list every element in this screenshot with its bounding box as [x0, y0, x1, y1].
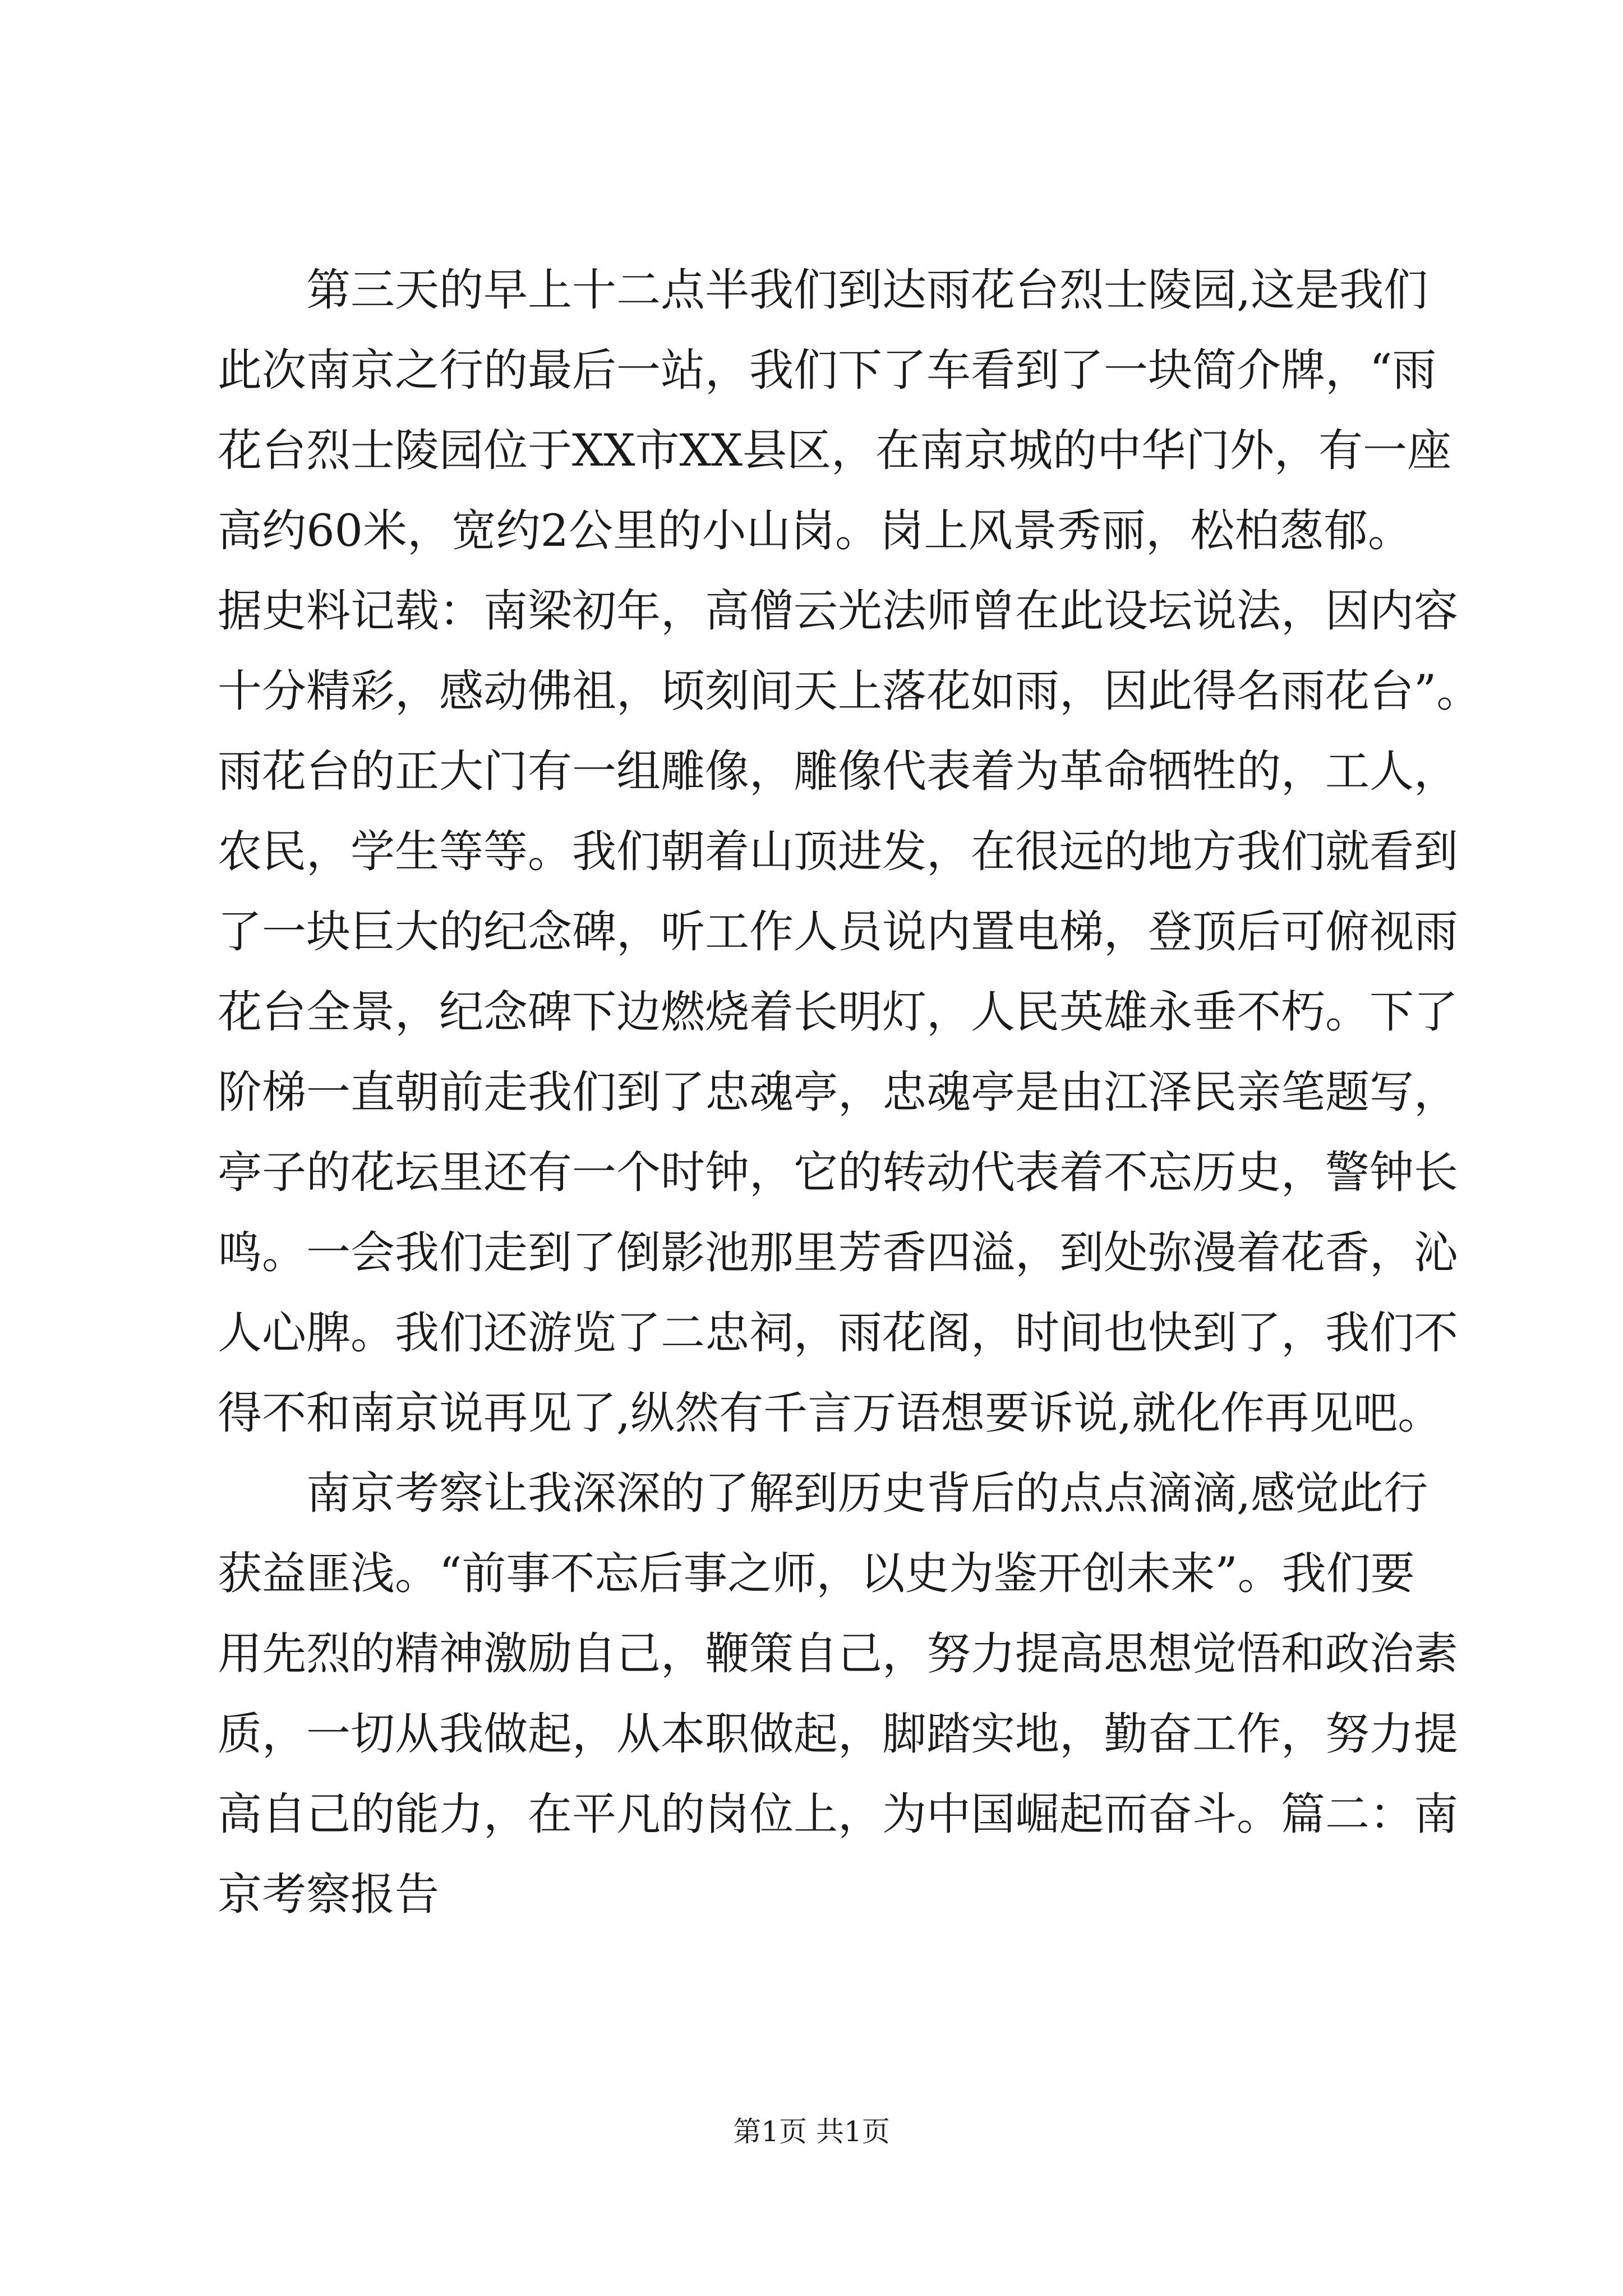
text-line: 第三天的早上十二点半我们到达雨花台烈士陵园,这是我们 — [306, 264, 1428, 316]
text-line: 花台烈士陵园位于XX市XX县区，在南京城的中华门外，有一座 — [218, 425, 1451, 476]
text-line: 南京考察让我深深的了解到历史背后的点点滴滴,感觉此行 — [306, 1467, 1428, 1519]
document-body — [218, 250, 1481, 1935]
text-line: 了一块巨大的纪念碑，听工作人员说内置电梯，登顶后可俯视雨 — [218, 906, 1458, 958]
text-line: 得不和南京说再见了,纵然有千言万语想要诉说,就化作再见吧。 — [218, 1387, 1442, 1439]
page-number-label: 第1页 共1页 — [733, 2115, 890, 2148]
text-line: 人心脾。我们还游览了二忠祠，雨花阁，时间也快到了，我们不 — [218, 1307, 1458, 1359]
text-line: 阶梯一直朝前走我们到了忠魂亭，忠魂亭是由江泽民亲笔题写， — [218, 1066, 1458, 1118]
text-line: 亭子的花坛里还有一个时钟，它的转动代表着不忘历史，警钟长 — [218, 1147, 1458, 1198]
text-line: 鸣。一会我们走到了倒影池那里芳香四溢，到处弥漫着花香，沁 — [218, 1227, 1458, 1278]
text-line: 据史料记载：南梁初年，高僧云光法师曾在此设坛说法，因内容 — [218, 585, 1458, 637]
paragraph-1 — [218, 250, 1481, 1453]
text-line: 用先烈的精神激励自己，鞭策自己，努力提高思想觉悟和政治素 — [218, 1628, 1458, 1680]
text-line: 十分精彩，感动佛祖，顷刻间天上落花如雨，因此得名雨花台”。 — [218, 665, 1481, 717]
text-line: 高约60米，宽约2公里的小山岗。岗上风景秀丽，松柏葱郁。 — [218, 505, 1412, 556]
page-footer — [0, 2115, 1623, 2148]
paragraph-2 — [218, 1453, 1458, 1935]
text-line: 获益匪浅。“前事不忘后事之师，以史为鉴开创未来”。我们要 — [218, 1548, 1415, 1599]
text-line: 高自己的能力，在平凡的岗位上，为中国崛起而奋斗。篇二：南 — [218, 1788, 1458, 1840]
text-line: 农民，学生等等。我们朝着山顶进发，在很远的地方我们就看到 — [218, 826, 1458, 877]
text-line: 质，一切从我做起，从本职做起，脚踏实地，勤奋工作，努力提 — [218, 1708, 1458, 1760]
text-line: 此次南京之行的最后一站，我们下了车看到了一块简介牌，“雨 — [218, 344, 1437, 396]
text-line: 京考察报告 — [218, 1869, 439, 1920]
text-line: 花台全景，纪念碑下边燃烧着长明灯，人民英雄永垂不朽。下了 — [218, 986, 1458, 1038]
text-line: 雨花台的正大门有一组雕像，雕像代表着为革命牺牲的，工人， — [218, 746, 1458, 797]
